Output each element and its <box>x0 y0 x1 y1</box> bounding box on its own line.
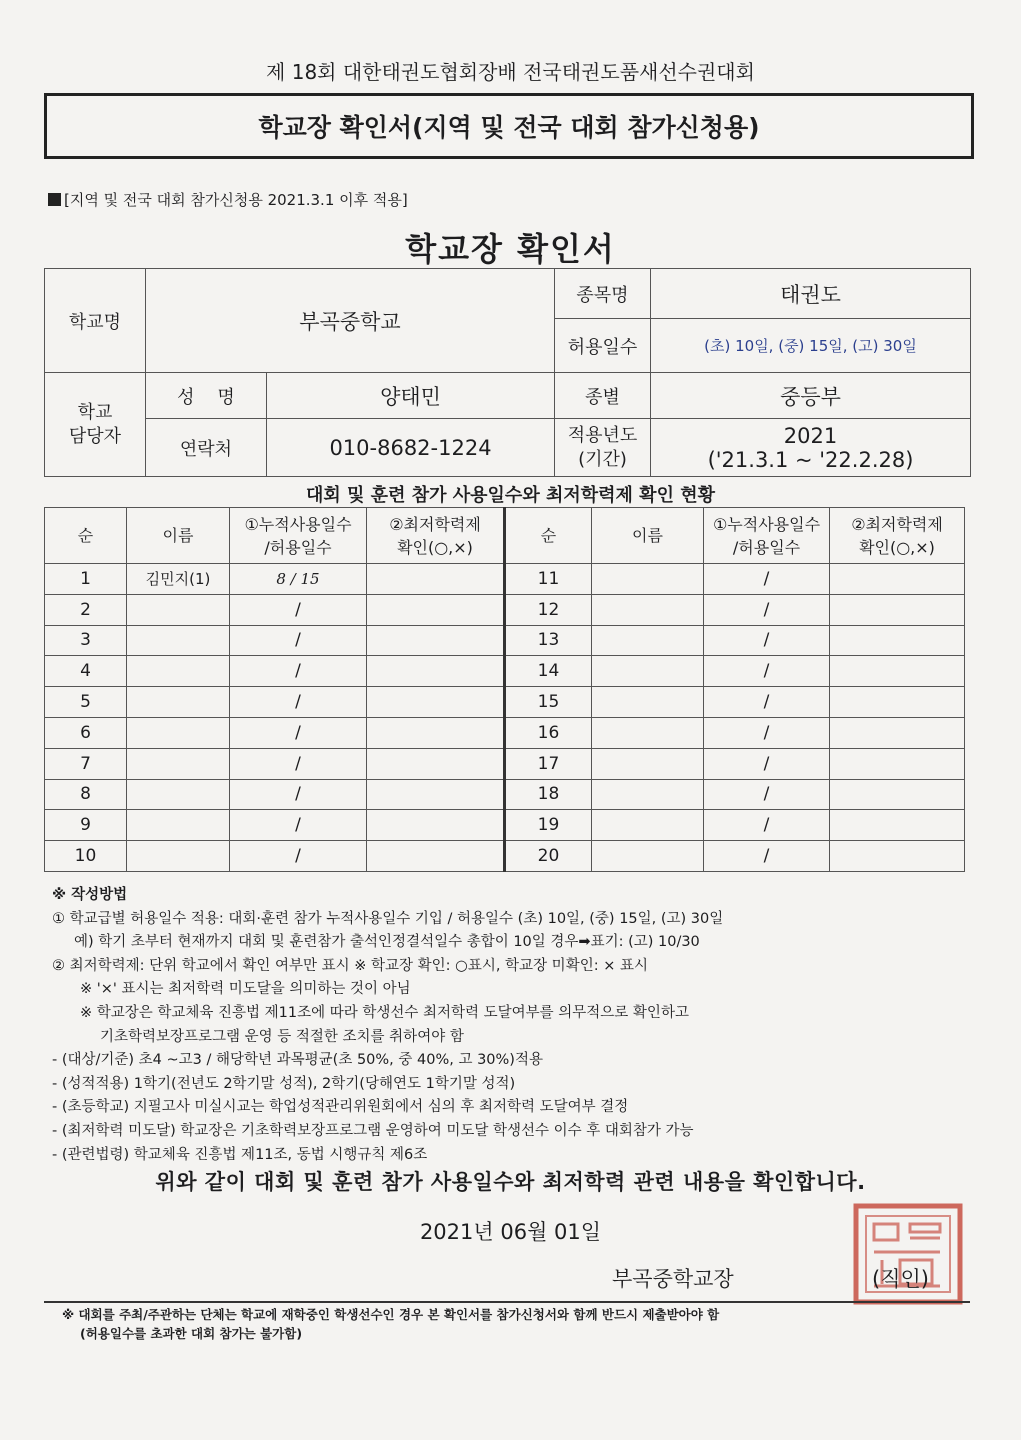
row-no: 4 <box>45 656 127 687</box>
table-row <box>45 625 965 656</box>
row-name <box>127 810 230 841</box>
period-label <box>555 419 651 477</box>
period-value-line2: ('21.3.1 ~ '22.2.28) <box>707 447 914 472</box>
row-days: / <box>704 564 830 595</box>
row-check <box>367 594 505 625</box>
official-seal-icon <box>848 1200 968 1310</box>
header-no-left: 순 <box>45 508 127 564</box>
method-line: ※ 학교장은 학교체육 진흥법 제11조에 따라 학생선수 최저학력 도달여부를 의무적으로 확인하고 <box>80 1004 689 1021</box>
table-row <box>45 717 965 748</box>
row-check <box>830 564 965 595</box>
row-check <box>367 687 505 718</box>
contact-label: 연락처 <box>146 419 267 477</box>
header-no-right: 순 <box>505 508 592 564</box>
seal-label: (직인) <box>872 1267 929 1291</box>
row-days: / <box>704 779 830 810</box>
row-name <box>592 841 704 872</box>
header-check-line1: ②최저학력제 <box>851 514 943 534</box>
row-name <box>127 748 230 779</box>
row-name <box>127 717 230 748</box>
row-days: / <box>704 656 830 687</box>
row-days: / <box>230 594 367 625</box>
row-name <box>592 810 704 841</box>
manager-label-line2: 담당자 <box>68 425 122 447</box>
row-name <box>127 656 230 687</box>
header-check-line1: ②최저학력제 <box>389 514 481 534</box>
school-value: 부곡중학교 <box>146 269 555 373</box>
method-title: ※ 작성방법 <box>52 887 128 903</box>
row-days: / <box>704 717 830 748</box>
row-check <box>367 564 505 595</box>
row-check <box>830 625 965 656</box>
row-check <box>830 594 965 625</box>
row-name <box>592 687 704 718</box>
row-no: 2 <box>45 594 127 625</box>
principal-title: 부곡중학교장 <box>612 1267 734 1291</box>
row-check <box>830 717 965 748</box>
row-check <box>830 810 965 841</box>
row-check <box>830 687 965 718</box>
method-line: ※ '×' 표시는 최저학력 미도달을 의미하는 것이 아님 <box>80 981 411 998</box>
row-no: 5 <box>45 687 127 718</box>
row-no: 1 <box>45 564 127 595</box>
method-line: 예) 학기 초부터 현재까지 대회 및 훈련참가 출석인정결석일수 총합이 10일 경우➡표기: (고) 10/30 <box>74 934 700 951</box>
header-name-right: 이름 <box>592 508 704 564</box>
row-name <box>592 564 704 595</box>
row-no: 8 <box>45 779 127 810</box>
sport-label: 종목명 <box>555 269 651 319</box>
header-days-left <box>230 508 367 564</box>
period-value <box>651 419 971 477</box>
header-days-right <box>704 508 830 564</box>
method-line: - (관련법령) 학교체육 진흥법 제11조, 동법 시행규칙 제6조 <box>52 1146 428 1163</box>
applies-note-text: [지역 및 전국 대회 참가신청용 2021.3.1 이후 적용] <box>64 191 408 209</box>
header-days-line2: /허용일수 <box>264 537 332 557</box>
header-check-line2: 확인(○,×) <box>397 537 473 557</box>
row-no: 19 <box>505 810 592 841</box>
issue-date: 2021년 06월 01일 <box>419 1220 602 1244</box>
row-no: 16 <box>505 717 592 748</box>
contact-value: 010-8682-1224 <box>267 419 555 477</box>
form-title: 학교장 확인서 <box>405 230 616 268</box>
row-no: 15 <box>505 687 592 718</box>
footer-note <box>62 1305 719 1343</box>
row-days: / <box>230 779 367 810</box>
row-days: / <box>704 687 830 718</box>
row-days: / <box>230 841 367 872</box>
row-no: 18 <box>505 779 592 810</box>
footer-divider <box>44 1301 970 1303</box>
row-days: / <box>704 748 830 779</box>
method-line: - (대상/기준) 초4 ~고3 / 해당학년 과목평균(초 50%, 중 40%, 고 30%)적용 <box>52 1052 543 1069</box>
table-row <box>45 594 965 625</box>
row-no: 7 <box>45 748 127 779</box>
row-name <box>127 625 230 656</box>
table-row <box>45 810 965 841</box>
row-no: 11 <box>505 564 592 595</box>
document-title: 학교장 확인서(지역 및 전국 대회 참가신청용) <box>258 113 760 142</box>
roster-header-row <box>45 508 965 564</box>
header-days-line1: ①누적사용일수 <box>712 514 821 534</box>
row-days: / <box>704 594 830 625</box>
row-check <box>367 717 505 748</box>
row-no: 6 <box>45 717 127 748</box>
header-name-left: 이름 <box>127 508 230 564</box>
row-days: / <box>704 625 830 656</box>
square-bullet-icon <box>48 193 61 206</box>
method-line: ② 최저학력제: 단위 학교에서 확인 여부만 표시 ※ 학교장 확인: ○표시, 학교장 미확인: × 표시 <box>52 957 648 974</box>
period-label-line2: (기간) <box>578 448 627 470</box>
row-no: 9 <box>45 810 127 841</box>
table-row <box>45 656 965 687</box>
header-days-line2: /허용일수 <box>732 537 801 557</box>
header-check-right <box>830 508 965 564</box>
table-row <box>45 687 965 718</box>
manager-label <box>45 373 146 477</box>
manager-label-line1: 학교 <box>77 401 113 423</box>
row-no: 20 <box>505 841 592 872</box>
row-name <box>127 594 230 625</box>
row-check <box>830 748 965 779</box>
row-check <box>830 779 965 810</box>
allowed-days-value: (초) 10일, (중) 15일, (고) 30일 <box>651 319 971 373</box>
document-title-box <box>44 93 974 159</box>
school-label: 학교명 <box>45 269 146 373</box>
row-no: 3 <box>45 625 127 656</box>
row-check <box>367 625 505 656</box>
table-row <box>45 748 965 779</box>
period-label-line1: 적용년도 <box>567 424 638 446</box>
row-name: 김민지(1) <box>127 564 230 595</box>
applies-note <box>48 189 408 210</box>
row-check <box>367 656 505 687</box>
row-name <box>592 779 704 810</box>
row-days: 8 / 15 <box>230 564 367 595</box>
row-days: / <box>704 841 830 872</box>
row-check <box>830 841 965 872</box>
row-days: / <box>230 687 367 718</box>
writing-method <box>52 884 982 1167</box>
name-label: 성 명 <box>146 373 267 419</box>
table-row <box>45 564 965 595</box>
roster-table <box>44 507 965 872</box>
header-check-line2: 확인(○,×) <box>859 537 935 557</box>
row-name <box>592 717 704 748</box>
row-no: 13 <box>505 625 592 656</box>
row-name <box>127 687 230 718</box>
row-check <box>367 841 505 872</box>
row-check <box>830 656 965 687</box>
row-check <box>367 748 505 779</box>
header-check-left <box>367 508 505 564</box>
row-no: 12 <box>505 594 592 625</box>
footer-line: ※ 대회를 주최/주관하는 단체는 학교에 재학중인 학생선수인 경우 본 확인서를 참가신청서와 함께 반드시 제출받아야 함 <box>62 1307 720 1322</box>
row-days: / <box>230 717 367 748</box>
event-title: 제 18회 대한태권도협회장배 전국태권도품새선수권대회 <box>266 60 755 84</box>
row-name <box>592 625 704 656</box>
row-days: / <box>230 748 367 779</box>
row-days: / <box>230 656 367 687</box>
table-row <box>45 779 965 810</box>
row-name <box>127 779 230 810</box>
row-no: 14 <box>505 656 592 687</box>
method-line: - (최저학력 미도달) 학교장은 기초학력보장프로그램 운영하여 미도달 학생선수 이수 후 대회참가 가능 <box>52 1122 694 1139</box>
row-name <box>127 841 230 872</box>
period-value-line1: 2021 <box>783 423 838 448</box>
row-days: / <box>704 810 830 841</box>
table-row <box>45 841 965 872</box>
sport-value: 태권도 <box>651 269 971 319</box>
method-line: - (성적적용) 1학기(전년도 2학기말 성적), 2학기(당해연도 1학기말 성적) <box>52 1075 516 1092</box>
row-name <box>592 656 704 687</box>
confirm-statement: 위와 같이 대회 및 훈련 참가 사용일수와 최저학력 관련 내용을 확인합니다. <box>155 1170 866 1194</box>
method-line: - (초등학교) 지필고사 미실시교는 학업성적관리위원회에서 심의 후 최저학력 도달여부 결정 <box>52 1099 629 1116</box>
category-label: 종별 <box>555 373 651 419</box>
row-check <box>367 810 505 841</box>
row-check <box>367 779 505 810</box>
row-name <box>592 594 704 625</box>
method-line: 기초학력보장프로그램 운영 등 적절한 조치를 취하여야 함 <box>100 1028 464 1045</box>
allowed-days-label: 허용일수 <box>555 319 651 373</box>
category-value: 중등부 <box>651 373 971 419</box>
header-days-line1: ①누적사용일수 <box>244 514 352 534</box>
row-days: / <box>230 810 367 841</box>
row-days: / <box>230 625 367 656</box>
row-no: 17 <box>505 748 592 779</box>
row-no: 10 <box>45 841 127 872</box>
method-line: ① 학교급별 허용일수 적용: 대회·훈련 참가 누적사용일수 기입 / 허용일수 (초) 10일, (중) 15일, (고) 30일 <box>52 910 724 927</box>
info-table <box>44 268 971 477</box>
name-value: 양태민 <box>267 373 555 419</box>
status-title: 대회 및 훈련 참가 사용일수와 최저학력제 확인 현황 <box>305 485 715 506</box>
footer-line: (허용일수를 초과한 대회 참가는 불가함) <box>80 1326 303 1341</box>
row-name <box>592 748 704 779</box>
